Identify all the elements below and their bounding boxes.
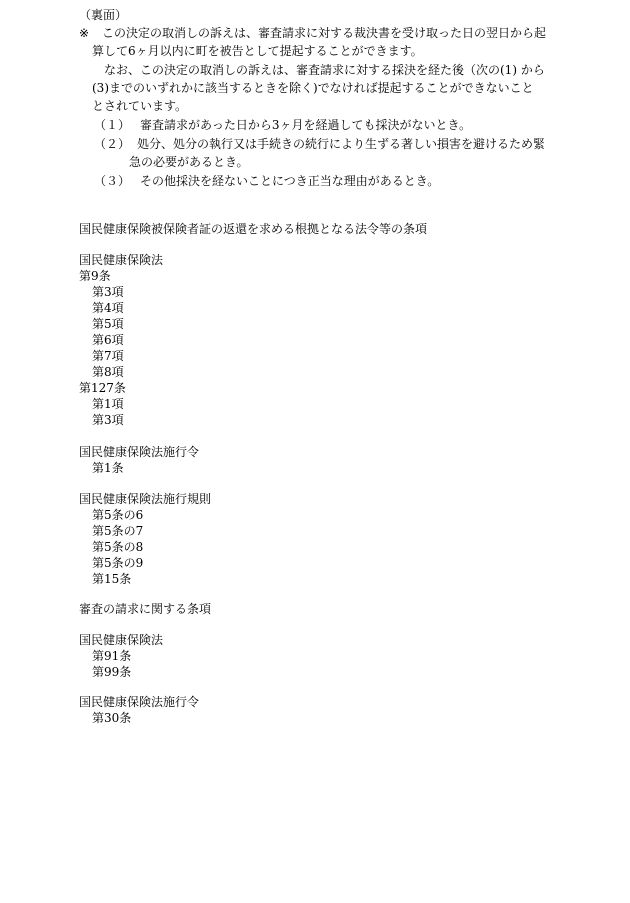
item-3-number: （３） [94,174,131,188]
item-2-text-line1: 処分、処分の執行又は手続きの続行により生ずる著しい損害を避けるため緊 [137,137,546,151]
article-127-paragraph: 第1項 [92,397,124,411]
item-1-text: 審査請求があった日から3ヶ月を経過しても採決がないとき。 [140,118,472,132]
article-9-paragraph: 第6項 [92,333,124,347]
article-item: 第99条 [92,665,132,679]
item-2-number: （２） [94,137,131,151]
article-9-paragraph: 第8項 [92,365,124,379]
notice-mark: ※ [79,26,90,40]
article-item: 第5条の6 [92,508,144,522]
article-9-paragraph: 第3項 [92,285,124,299]
article-127: 第127条 [79,381,126,395]
article-item: 第5条の9 [92,556,144,570]
law-name: 国民健康保険法施行令 [79,695,200,709]
article-item: 第5条の7 [92,524,144,538]
law-name: 国民健康保険法施行規則 [79,492,212,506]
article-item: 第30条 [92,711,132,725]
notice-p1-line2: 算して6ヶ月以内に町を被告として提起することができます。 [92,44,423,58]
notice-p2-line2: (3)までのいずれかに該当するときを除く)でなければ提起することができないこと [92,81,534,95]
page-label: （裏面） [79,8,128,22]
law-name: 国民健康保険法 [79,253,164,267]
notice-p2-line1: なお、この決定の取消しの訴えは、審査請求に対する採決を経た後（次の(1) から [104,63,545,77]
item-1-number: （１） [94,118,131,132]
law-name: 国民健康保険法 [79,633,164,647]
article-item: 第15条 [92,572,132,586]
article-9: 第9条 [79,269,111,283]
item-3-text: その他採決を経ないことにつき正当な理由があるとき。 [140,174,440,188]
article-item: 第5条の8 [92,540,144,554]
review-section-title: 審査の請求に関する条項 [79,602,212,616]
notice-p1-line1: この決定の取消しの訴えは、審査請求に対する裁決書を受け取った日の翌日から起 [102,26,547,40]
law-name: 国民健康保険法施行令 [79,445,200,459]
article-127-paragraph: 第3項 [92,413,124,427]
item-2-text-line2: 急の必要があるとき。 [129,155,249,169]
article-item: 第91条 [92,649,132,663]
article-9-paragraph: 第7項 [92,349,124,363]
article-item: 第1条 [92,461,124,475]
article-9-paragraph: 第4項 [92,301,124,315]
return-section-title: 国民健康保険被保険者証の返還を求める根拠となる法令等の条項 [79,222,428,236]
article-9-paragraph: 第5項 [92,317,124,331]
notice-p2-line3: とされています。 [92,99,188,113]
